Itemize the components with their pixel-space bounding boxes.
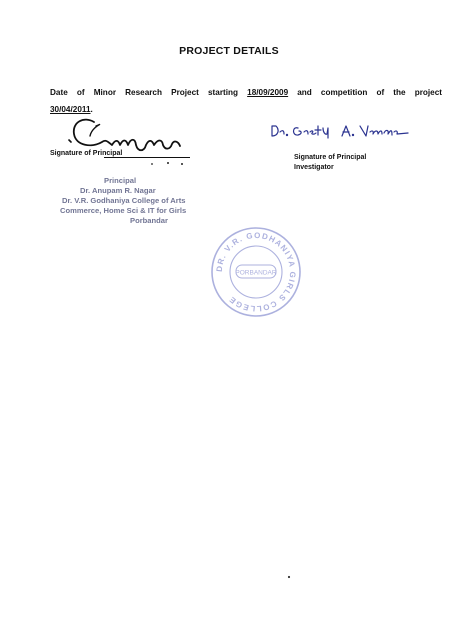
stamp-line: Commerce, Home Sci & IT for Girls [60,206,187,215]
end-date: 30/04/2011 [50,105,91,114]
signature-line [104,157,190,158]
stamp-line: Dr. Anupam R. Nagar [80,186,156,195]
document-title: PROJECT DETAILS [179,45,279,57]
investigator-signature-label [294,153,366,173]
sentence-prefix: Date of Minor Research Project starting [50,88,239,97]
stamp-line: Principal [104,176,137,185]
stamp-line: Dr. V.R. Godhaniya College of Arts [62,196,186,205]
seal-outer-text: DR. V.R. GODHANIYA GIRLS COLLEGE [214,230,298,314]
principal-signature-label: Signature of Principal [50,150,123,157]
college-seal [208,224,304,320]
sentence-suffix: . [90,105,93,114]
seal-center-text: PORBANDAR [235,269,277,277]
start-date: 18/09/2009 [247,88,289,97]
investigator-signature [268,118,418,144]
sentence-middle: and competition of the project [297,88,442,97]
investigator-label-line2: Investigator [294,164,334,171]
ink-speck [286,574,292,580]
ink-marks [148,160,188,168]
stamp-line: Porbandar [130,216,168,225]
investigator-label-line1: Signature of Principal [294,154,367,161]
principal-stamp [52,176,202,226]
